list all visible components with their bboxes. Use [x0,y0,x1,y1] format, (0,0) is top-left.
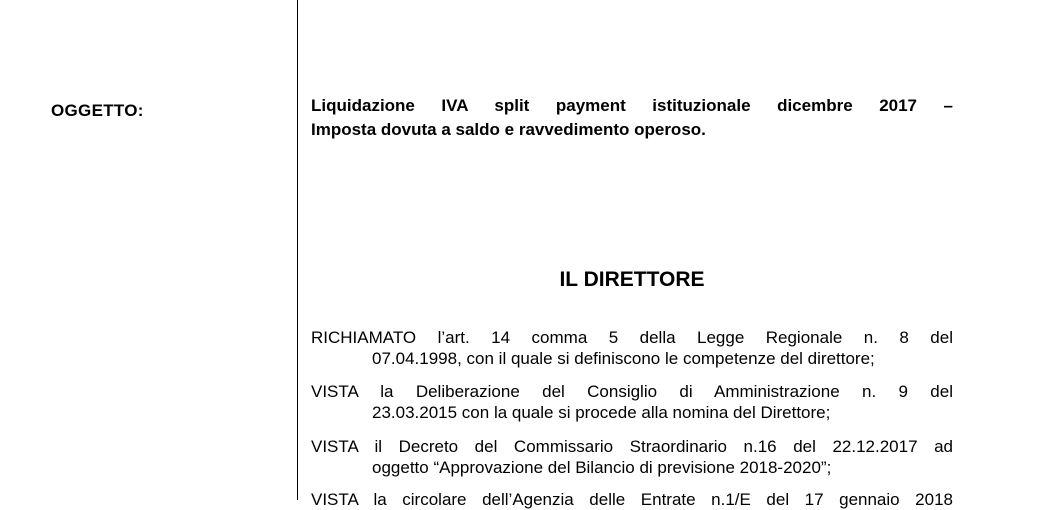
paragraph-richiamato [311,327,953,369]
paragraph-line: VISTA il Decreto del Commissario Straordinario n.16 del 22.12.2017 ad [311,437,953,456]
subject-line-2: Imposta dovuta a saldo e ravvedimento operoso. [311,120,706,139]
paragraph-vista-decreto [311,436,953,478]
column-divider [297,0,298,500]
paragraph-line: RICHIAMATO l’art. 14 comma 5 della Legge Regionale n. 8 del [311,328,953,347]
paragraph-line: VISTA la Deliberazione del Consiglio di Amministrazione n. 9 del [311,382,953,401]
paragraph-line: 07.04.1998, con il quale si definiscono le competenze del direttore; [372,349,875,368]
section-heading: IL DIRETTORE [559,268,705,291]
subject-text [311,94,953,142]
paragraph-line: VISTA la circolare dell’Agenzia delle Entrate n.1/E del 17 gennaio 2018 [311,490,953,509]
paragraph-line: oggetto “Approvazione del Bilancio di previsione 2018-2020”; [372,458,832,477]
paragraph-vista-deliberazione [311,381,953,423]
subject-label: OGGETTO: [51,101,144,120]
subject-line-1: Liquidazione IVA split payment istituzionale dicembre 2017 – [311,96,953,115]
paragraph-line: 23.03.2015 con la quale si procede alla nomina del Direttore; [372,403,831,422]
